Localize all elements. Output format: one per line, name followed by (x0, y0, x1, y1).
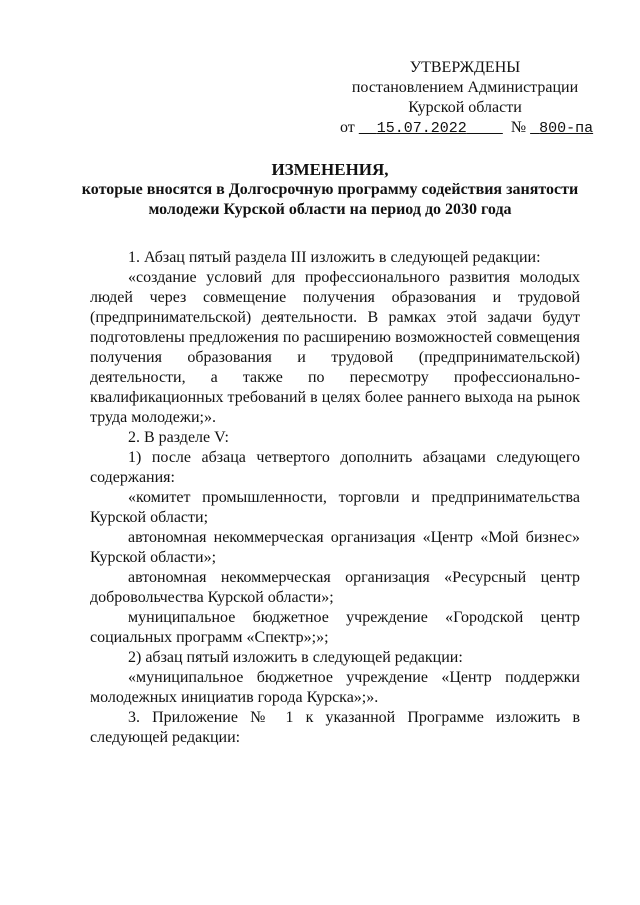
document-body (90, 248, 580, 748)
paragraph: автономная некоммерческая организация «Ресурсный центр добровольчества Курской области»; (90, 569, 580, 606)
approval-number: 800-па (539, 120, 594, 137)
paragraph: муниципальное бюджетное учреждение «Городской центр социальных программ «Спектр»;»; (90, 609, 580, 646)
number-label: № (510, 119, 527, 136)
approval-region: Курской области (408, 99, 522, 116)
paragraph: «создание условий для профессионального развития молодых людей через совмещение получения образования и трудовой (предпринимательской) деятельности. В рамках этой задачи будут подготовлены предложения по расширению возможностей совмещения получения образования и трудовой (предпринимательской) деятельности, а также по пересмотру профессионально-квалификационных требований в целях более раннего выхода на рынок труда молодежи;». (90, 269, 580, 426)
paragraph: «муниципальное бюджетное учреждение «Центр поддержки молодежных инициатив города Курска»;». (90, 669, 580, 706)
paragraph: 2) абзац пятый изложить в следующей редакции: (128, 649, 463, 666)
paragraph: «комитет промышленности, торговли и предпринимательства Курской области; (90, 489, 580, 526)
approval-date: 15.07.2022 (376, 120, 467, 137)
title-line-3: молодежи Курской области на период до 2030 года (148, 201, 512, 218)
approval-authority: постановлением Администрации (351, 79, 579, 96)
title-heading: ИЗМЕНЕНИЯ, (271, 160, 389, 179)
paragraph: 3. Приложение № 1 к указанной Программе изложить в следующей редакции: (90, 709, 580, 746)
paragraph: 2. В разделе V: (128, 429, 229, 446)
title-line-2: которые вносятся в Долгосрочную программу содействия занятости (81, 181, 579, 198)
paragraph: 1. Абзац пятый раздела III изложить в следующей редакции: (128, 249, 541, 266)
approval-stamp (340, 58, 594, 139)
document-title (60, 160, 600, 220)
paragraph: автономная некоммерческая организация «Центр «Мой бизнес» Курской области»; (90, 529, 580, 566)
approval-date-number (340, 118, 594, 139)
from-label: от (340, 119, 355, 136)
paragraph: 1) после абзаца четвертого дополнить абзацами следующего содержания: (90, 449, 580, 486)
approval-title: УТВЕРЖДЕНЫ (409, 59, 521, 76)
